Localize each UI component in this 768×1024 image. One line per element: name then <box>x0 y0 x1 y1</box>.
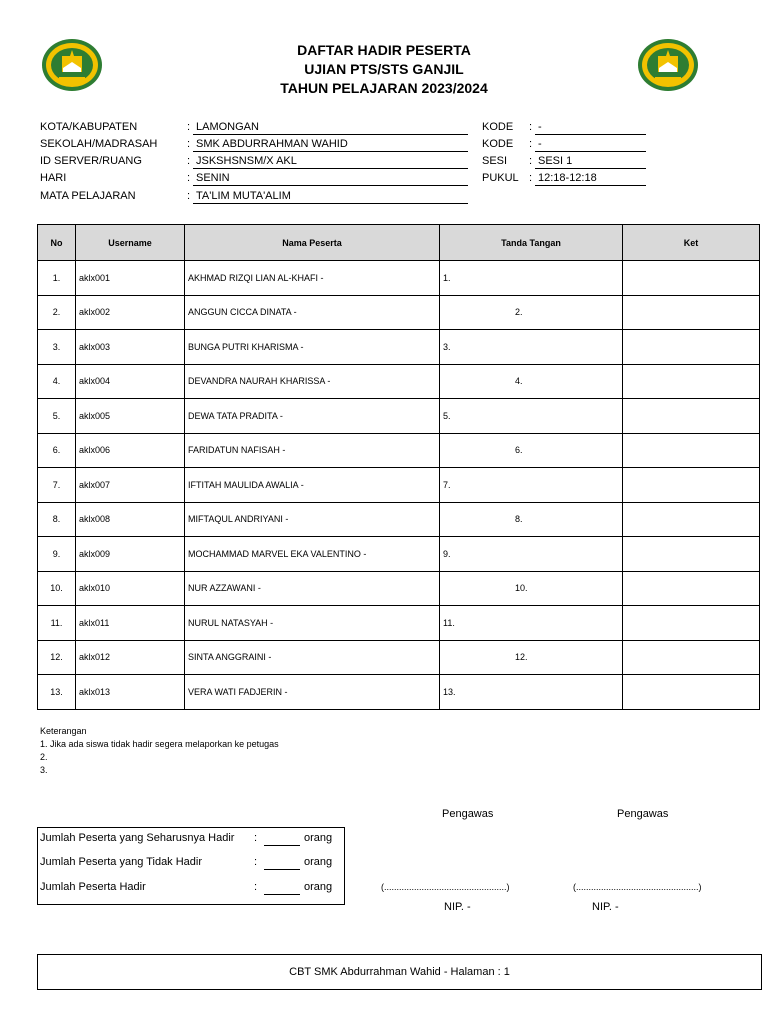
table-row <box>38 537 760 572</box>
hari-value: SENIN <box>193 172 468 186</box>
server-value: JSKSHSNSM/X AKL <box>193 155 468 169</box>
pengawas-label: Pengawas <box>442 808 494 820</box>
colon: : <box>529 172 533 184</box>
username-cell: aklx008 <box>76 502 185 537</box>
table-row <box>38 640 760 675</box>
notes-item: 3. <box>40 765 48 775</box>
title-line-2: UJIAN PTS/STS GANJIL <box>304 61 464 77</box>
attendance-table <box>37 224 760 710</box>
kota-label: KOTA/KABUPATEN <box>40 121 138 133</box>
table-header-row <box>38 225 760 261</box>
username-cell: aklx012 <box>76 640 185 675</box>
table-row <box>38 433 760 468</box>
ket-cell <box>623 364 760 399</box>
server-label: ID SERVER/RUANG <box>40 155 142 167</box>
nip-label: NIP. - <box>592 901 619 913</box>
username-cell: aklx003 <box>76 330 185 365</box>
signature-cell <box>440 675 623 710</box>
page-footer <box>37 954 762 990</box>
signature-number: 4. <box>515 376 523 387</box>
table-row <box>38 468 760 503</box>
signature-number: 6. <box>515 445 523 456</box>
hari-label: HARI <box>40 172 67 184</box>
colon: : <box>254 881 258 893</box>
column-header-tanda-tangan: Tanda Tangan <box>440 225 623 261</box>
colon: : <box>187 172 191 184</box>
table-row <box>38 399 760 434</box>
row-number: 5. <box>38 399 76 434</box>
column-header-no: No <box>38 225 76 261</box>
column-header-ket: Ket <box>623 225 760 261</box>
participant-name-cell: AKHMAD RIZQI LIAN AL-KHAFI - <box>185 261 440 296</box>
ket-cell <box>623 330 760 365</box>
attendance-summary-box <box>37 827 345 905</box>
signature-cell <box>440 606 623 641</box>
signature-number: 2. <box>515 307 523 318</box>
signature-cell <box>440 364 623 399</box>
exam-info-right <box>482 121 648 191</box>
username-cell: aklx009 <box>76 537 185 572</box>
signature-number: 10. <box>515 583 528 594</box>
nip-label: NIP. - <box>444 901 471 913</box>
colon: : <box>254 832 258 844</box>
colon: : <box>529 155 533 167</box>
colon: : <box>529 138 533 150</box>
row-number: 12. <box>38 640 76 675</box>
table-row <box>38 261 760 296</box>
notes-item: 1. Jika ada siswa tidak hadir segera melaporkan ke petugas <box>40 739 279 749</box>
participant-name-cell: BUNGA PUTRI KHARISMA - <box>185 330 440 365</box>
signature-cell <box>440 537 623 572</box>
participant-name-cell: FARIDATUN NAFISAH - <box>185 433 440 468</box>
notes-item: 2. <box>40 752 48 762</box>
row-number: 10. <box>38 571 76 606</box>
footer-text: CBT SMK Abdurrahman Wahid - Halaman : 1 <box>289 966 510 978</box>
signature-number: 8. <box>515 514 523 525</box>
colon: : <box>187 190 191 202</box>
colon: : <box>529 121 533 133</box>
row-number: 13. <box>38 675 76 710</box>
colon: : <box>254 856 258 868</box>
summary-label: Jumlah Peserta yang Seharusnya Hadir <box>40 832 235 844</box>
ket-cell <box>623 502 760 537</box>
participant-name-cell: NUR AZZAWANI - <box>185 571 440 606</box>
signature-number: 5. <box>443 410 451 421</box>
signature-cell <box>440 261 623 296</box>
ket-cell <box>623 295 760 330</box>
row-number: 1. <box>38 261 76 296</box>
kode-label: KODE <box>482 138 514 150</box>
row-number: 6. <box>38 433 76 468</box>
kode-label: KODE <box>482 121 514 133</box>
signature-cell <box>440 330 623 365</box>
table-row <box>38 675 760 710</box>
signature-cell <box>440 502 623 537</box>
ket-cell <box>623 606 760 641</box>
signature-line: (.................................................) <box>573 882 702 892</box>
participant-name-cell: MOCHAMMAD MARVEL EKA VALENTINO - <box>185 537 440 572</box>
signature-cell <box>440 640 623 675</box>
sesi-value: SESI 1 <box>535 155 646 169</box>
mapel-value: TA'LIM MUTA'ALIM <box>193 190 468 204</box>
ket-cell <box>623 468 760 503</box>
column-header-nama: Nama Peserta <box>185 225 440 261</box>
sesi-label: SESI <box>482 155 508 167</box>
ket-cell <box>623 261 760 296</box>
kode-value: - <box>535 121 646 135</box>
notes-title: Keterangan <box>40 726 87 736</box>
row-number: 4. <box>38 364 76 399</box>
username-cell: aklx013 <box>76 675 185 710</box>
pukul-value: 12:18-12:18 <box>535 172 646 186</box>
table-row <box>38 330 760 365</box>
ket-cell <box>623 640 760 675</box>
row-number: 8. <box>38 502 76 537</box>
participant-name-cell: IFTITAH MAULIDA AWALIA - <box>185 468 440 503</box>
row-number: 11. <box>38 606 76 641</box>
kode-value: - <box>535 138 646 152</box>
signature-cell <box>440 571 623 606</box>
username-cell: aklx005 <box>76 399 185 434</box>
username-cell: aklx011 <box>76 606 185 641</box>
participant-name-cell: VERA WATI FADJERIN - <box>185 675 440 710</box>
unit-label: orang <box>304 881 333 893</box>
signature-cell <box>440 399 623 434</box>
signature-line: (.................................................) <box>381 882 510 892</box>
kota-value: LAMONGAN <box>193 121 468 135</box>
username-cell: aklx007 <box>76 468 185 503</box>
signature-number: 1. <box>443 272 451 283</box>
page-title <box>0 41 768 98</box>
ket-cell <box>623 537 760 572</box>
ket-cell <box>623 675 760 710</box>
column-header-username: Username <box>76 225 185 261</box>
ket-cell <box>623 399 760 434</box>
username-cell: aklx006 <box>76 433 185 468</box>
blank-line <box>264 856 300 870</box>
table-row <box>38 295 760 330</box>
ket-cell <box>623 433 760 468</box>
blank-line <box>264 881 300 895</box>
unit-label: orang <box>304 856 333 868</box>
title-line-1: DAFTAR HADIR PESERTA <box>297 42 471 58</box>
participant-name-cell: NURUL NATASYAH - <box>185 606 440 641</box>
row-number: 3. <box>38 330 76 365</box>
pengawas-label: Pengawas <box>617 808 669 820</box>
signature-cell <box>440 295 623 330</box>
participant-name-cell: ANGGUN CICCA DINATA - <box>185 295 440 330</box>
summary-label: Jumlah Peserta Hadir <box>40 881 146 893</box>
summary-label: Jumlah Peserta yang Tidak Hadir <box>40 856 203 868</box>
table-row <box>38 571 760 606</box>
participant-name-cell: DEVANDRA NAURAH KHARISSA - <box>185 364 440 399</box>
blank-line <box>264 832 300 846</box>
username-cell: aklx001 <box>76 261 185 296</box>
unit-label: orang <box>304 832 333 844</box>
exam-info-left <box>40 121 470 211</box>
table-row <box>38 502 760 537</box>
pukul-label: PUKUL <box>482 172 519 184</box>
table-row <box>38 364 760 399</box>
row-number: 9. <box>38 537 76 572</box>
signature-cell <box>440 433 623 468</box>
signature-number: 11. <box>443 617 455 628</box>
signature-number: 12. <box>515 652 528 663</box>
signature-number: 3. <box>443 341 451 352</box>
signature-cell <box>440 468 623 503</box>
signature-number: 13. <box>443 686 456 697</box>
row-number: 2. <box>38 295 76 330</box>
table-row <box>38 606 760 641</box>
username-cell: aklx004 <box>76 364 185 399</box>
participant-name-cell: SINTA ANGGRAINI - <box>185 640 440 675</box>
sekolah-value: SMK ABDURRAHMAN WAHID <box>193 138 468 152</box>
participant-name-cell: DEWA TATA PRADITA - <box>185 399 440 434</box>
notes-section <box>40 725 279 777</box>
row-number: 7. <box>38 468 76 503</box>
signature-number: 9. <box>443 548 451 559</box>
colon: : <box>187 155 191 167</box>
sekolah-label: SEKOLAH/MADRASAH <box>40 138 158 150</box>
username-cell: aklx002 <box>76 295 185 330</box>
participant-name-cell: MIFTAQUL ANDRIYANI - <box>185 502 440 537</box>
colon: : <box>187 138 191 150</box>
colon: : <box>187 121 191 133</box>
signature-number: 7. <box>443 479 451 490</box>
mapel-label: MATA PELAJARAN <box>40 190 136 202</box>
title-line-3: TAHUN PELAJARAN 2023/2024 <box>280 80 488 96</box>
ket-cell <box>623 571 760 606</box>
username-cell: aklx010 <box>76 571 185 606</box>
